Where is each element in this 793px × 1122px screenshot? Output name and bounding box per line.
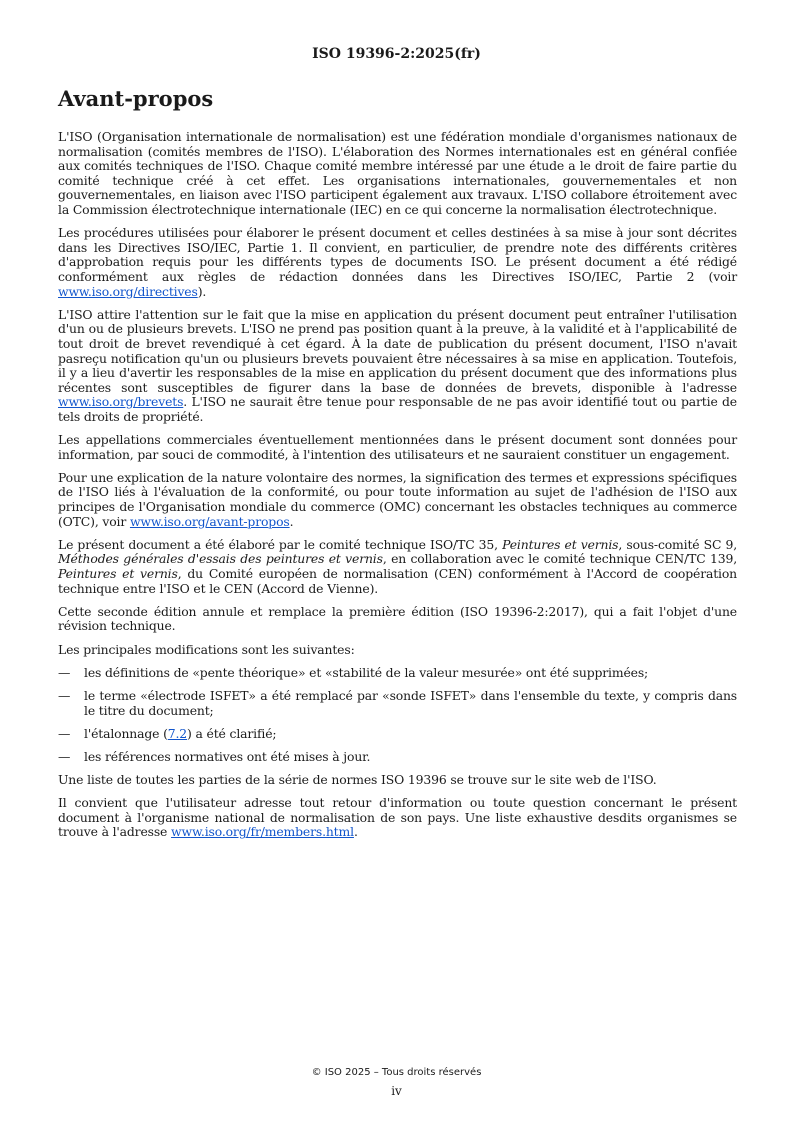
list-dash: — xyxy=(58,748,71,764)
paragraph-text: , sous-comité SC 9, xyxy=(618,536,738,552)
cen-committee-name: Peintures et vernis xyxy=(58,566,178,581)
page-number: iv xyxy=(391,1084,402,1098)
paragraph-text: Il convient que l'utilisateur adresse tout retour d'information ou toute question concernant le présent document à l'organisme national de normalisation de son pays. Une liste exhaustive desdits organismes se trouve à l'adresse xyxy=(58,795,737,840)
list-item-text: les références normatives ont été mises à jour. xyxy=(84,748,371,764)
list-item-text-post: ) a été clarifié; xyxy=(187,725,277,741)
committee-name: Peintures et vernis xyxy=(502,536,619,552)
paragraph-patents xyxy=(58,308,737,425)
paragraph-voluntary-nature xyxy=(58,471,737,529)
section-7-2-link[interactable]: 7.2 xyxy=(167,725,188,741)
paragraph-committee xyxy=(58,538,737,596)
paragraph-tail: ). xyxy=(197,283,207,299)
list-item-text xyxy=(84,727,737,742)
paragraph-text: Pour une explication de la nature volontaire des normes, la signification des termes et expressions spécifiques de l'ISO liés à l'évaluation de la conformité, ou pour toute information au sujet de l'adhésion de l'ISO aux principes de l'Organisation mondiale du commerce (OMC) concernant les obstacles techniques au commerce (OTC), voir xyxy=(58,469,737,529)
list-item-text-pre: l'étalonnage ( xyxy=(84,725,168,741)
list-item xyxy=(58,689,737,718)
patents-link[interactable]: www.iso.org/brevets xyxy=(58,394,184,410)
paragraph-series-parts: Une liste de toutes les parties de la série de normes ISO 19396 se trouve sur le site web de l'ISO. xyxy=(58,772,657,788)
paragraph-tail: . xyxy=(353,824,358,840)
foreword-link[interactable]: www.iso.org/avant-propos xyxy=(129,513,290,529)
paragraph-text: , du Comité européen de normalisation (CEN) conformément à l'Accord de coopération technique entre l'ISO et le CEN (Accord de Vienne). xyxy=(58,566,737,596)
paragraph-text: Le présent document a été élaboré par le comité technique ISO/TC 35, xyxy=(58,536,503,552)
list-dash: — xyxy=(58,725,71,741)
paragraph-iso-intro: L'ISO (Organisation internationale de normalisation) est une fédération mondiale d'organismes nationaux de normalisation (comités membres de l'ISO). L'élaboration des Normes internationales est en général confiée aux comités techniques de l'ISO. Chaque comité membre intéressé par une étude a le droit de faire partie du comité technique créé à cet effet. Les organisations internationales, gouvernementales et non gouvernementales, en liaison avec l'ISO participent également aux travaux. L'ISO collabore étroitement avec la Commission électrotechnique internationale (IEC) en ce qui concerne la normalisation électrotechnique. xyxy=(58,129,737,217)
paragraph-feedback xyxy=(58,796,737,840)
paragraph-edition: Cette seconde édition annule et remplace la première édition (ISO 19396-2:2017), qui a fait l'objet d'une révision technique. xyxy=(58,603,737,634)
list-dash: — xyxy=(58,664,71,680)
paragraph-text: L'ISO attire l'attention sur le fait que la mise en application du présent document peut entraîner l'utilisation d'un ou de plusieurs brevets. L'ISO ne prend pas position quant à la preuve, à la validité et à l'applicabilité de tout droit de brevet revendiqué à cet égard. À la date de publication du présent document, l'ISO n'avait pasreçu notification qu'un ou plusieurs brevets pouvaient être nécessaires à sa mise en application. Toutefois, il y a lieu d'avertir les responsables de la mise en application du présent document que des informations plus récentes sont susceptibles de figurer dans la base de données de brevets, disponible à l'adresse xyxy=(58,306,737,395)
paragraph-text: Les procédures utilisées pour élaborer le présent document et celles destinées à sa mise à jour sont décrites dans les Directives ISO/IEC, Partie 1. Il convient, en particulier, de prendre note des différents critères d'approbation requis pour les différents types de documents ISO. Le présent document a été rédigé conformément aux règles de rédaction données dans les Directives ISO/IEC, Partie 2 (voir xyxy=(58,225,737,284)
list-item-text: les définitions de «pente théorique» et «stabilité de la valeur mesurée» ont été supprimées; xyxy=(84,664,649,680)
members-link[interactable]: www.iso.org/fr/members.html xyxy=(171,824,354,840)
page-title: Avant-propos xyxy=(58,86,214,111)
paragraph-tail: . L'ISO ne saurait être tenue pour responsable de ne pas avoir identifié tout ou partie de tels droits de propriété. xyxy=(58,394,737,424)
paragraph-changes-intro: Les principales modifications sont les suivantes: xyxy=(58,641,355,657)
list-item xyxy=(58,750,737,765)
paragraph-text: , en collaboration avec le comité technique CEN/TC 139, xyxy=(382,551,737,567)
directives-link[interactable]: www.iso.org/directives xyxy=(58,283,198,299)
list-item-text: le terme «électrode ISFET» a été remplacé par «sonde ISFET» dans l'ensemble du texte, y compris dans le titre du document; xyxy=(84,687,737,718)
list-dash: — xyxy=(58,687,71,703)
paragraph-procedures xyxy=(58,226,737,299)
document-identifier: ISO 19396-2:2025(fr) xyxy=(312,46,481,62)
paragraph-tail: . xyxy=(289,513,294,529)
paragraph-trade-names: Les appellations commerciales éventuellement mentionnées dans le présent document sont données pour information, par souci de commodité, à l'intention des utilisateurs et ne sauraient constituer un engagement. xyxy=(58,432,737,462)
subcommittee-name: Méthodes générales d'essais des peintures et vernis xyxy=(58,551,383,567)
document-body xyxy=(58,130,737,849)
list-item xyxy=(58,727,737,742)
copyright-footer: © ISO 2025 – Tous droits réservés xyxy=(311,1067,482,1078)
list-item xyxy=(58,666,737,681)
